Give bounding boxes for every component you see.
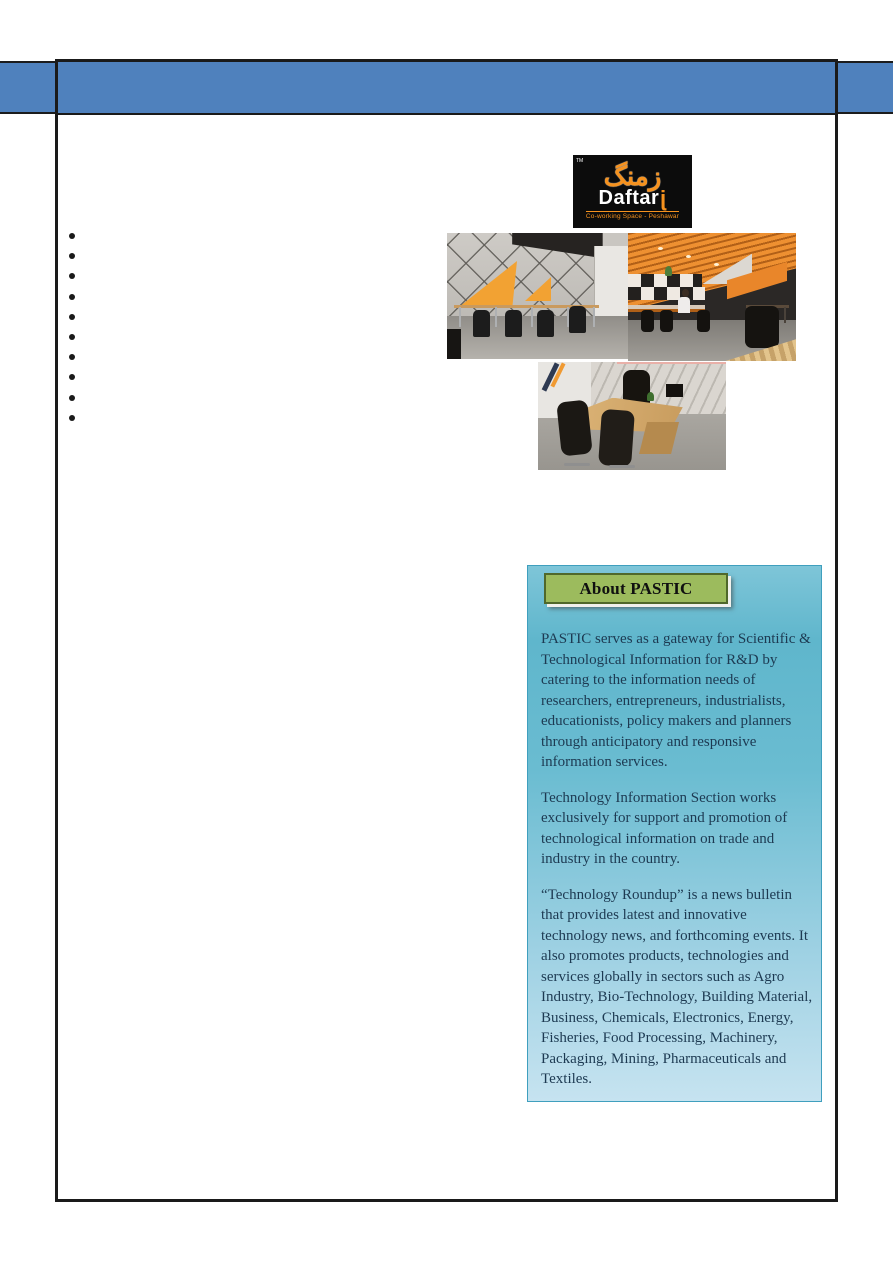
about-pastic-body bbox=[541, 629, 814, 1090]
photo3-table-side-panel bbox=[639, 422, 679, 454]
photo-meeting-room bbox=[538, 362, 726, 470]
bullet-list bbox=[69, 233, 75, 435]
photo3-top-edge bbox=[617, 362, 726, 364]
photo1-white-cabinet bbox=[594, 246, 628, 319]
photo2-checkered-shelf bbox=[628, 287, 705, 300]
photo2-foreground-chair bbox=[745, 306, 779, 348]
photo2-person bbox=[678, 297, 690, 313]
header-band-left bbox=[0, 61, 57, 114]
photo1-chair bbox=[569, 306, 586, 333]
header-band bbox=[58, 62, 835, 115]
photo3-monitor bbox=[666, 384, 683, 397]
photo2-ceiling-light bbox=[714, 263, 719, 266]
photo2-chair bbox=[697, 310, 710, 332]
about-paragraph-2: Technology Information Section works exclusively for support and promotion of technological information on trade and industry in the country. bbox=[541, 789, 788, 867]
photo1-foreground-chair bbox=[447, 329, 461, 359]
logo-name: Daftar bbox=[598, 186, 660, 209]
photo2-chair bbox=[660, 310, 673, 332]
about-pastic-header bbox=[544, 573, 728, 604]
photo-coworking-triangle-wall bbox=[447, 233, 628, 359]
bullet-item bbox=[69, 233, 75, 239]
photo1-chair bbox=[505, 310, 522, 337]
logo-urdu-wordmark: زمنگ bbox=[603, 160, 662, 191]
bullet-item bbox=[69, 314, 75, 320]
photo2-chair bbox=[641, 310, 654, 332]
photo3-chair-base bbox=[564, 463, 590, 466]
daftar-logo bbox=[573, 155, 692, 228]
about-pastic-box bbox=[527, 565, 822, 1102]
page-frame bbox=[55, 59, 838, 1202]
photo1-chair bbox=[537, 310, 554, 337]
about-paragraph-1: PASTIC serves as a gateway for Scientific & Technological Information for R&D by catering to the information needs of researchers, entrepreneurs, industrialists, educationists, policy makers and planners through anticipatory and responsive information services. bbox=[541, 631, 811, 770]
bullet-item bbox=[69, 273, 75, 279]
logo-urdu-glyph-icon: j bbox=[660, 185, 667, 211]
photo2-desk-row bbox=[628, 305, 705, 309]
bullet-item bbox=[69, 354, 75, 360]
photo1-chair bbox=[473, 310, 490, 337]
photo3-plant bbox=[647, 392, 654, 401]
photo-coworking-orange-ceiling bbox=[628, 233, 796, 361]
trademark-symbol: TM bbox=[576, 158, 584, 164]
bullet-item bbox=[69, 374, 75, 380]
photo3-chair-left bbox=[556, 399, 592, 456]
about-pastic-title: About PASTIC bbox=[579, 578, 693, 598]
photo2-plant bbox=[665, 266, 672, 276]
photo3-chair-base bbox=[609, 465, 635, 468]
photo2-ceiling-light bbox=[658, 247, 663, 250]
photo3-chair-center bbox=[598, 408, 635, 466]
logo-name-row bbox=[598, 185, 667, 211]
photo2-ceiling-light bbox=[686, 255, 691, 258]
logo-tagline: Co-working Space - Peshawar bbox=[585, 212, 680, 220]
header-band-right bbox=[836, 61, 893, 114]
bullet-item bbox=[69, 334, 75, 340]
bullet-item bbox=[69, 415, 75, 421]
bullet-item bbox=[69, 395, 75, 401]
bullet-item bbox=[69, 294, 75, 300]
bullet-item bbox=[69, 253, 75, 259]
about-paragraph-3: “Technology Roundup” is a news bulletin that provides latest and innovative technology news, and forthcoming events. It also promotes products, technologies and services globally in sectors such as Agro Industry, Bio-Technology, Building Material, Business, Chemicals, Electronics, Energy, Fisheries, Food Processing, Machinery, Packaging, Mining, Pharmaceuticals and Textiles. bbox=[541, 886, 813, 1087]
